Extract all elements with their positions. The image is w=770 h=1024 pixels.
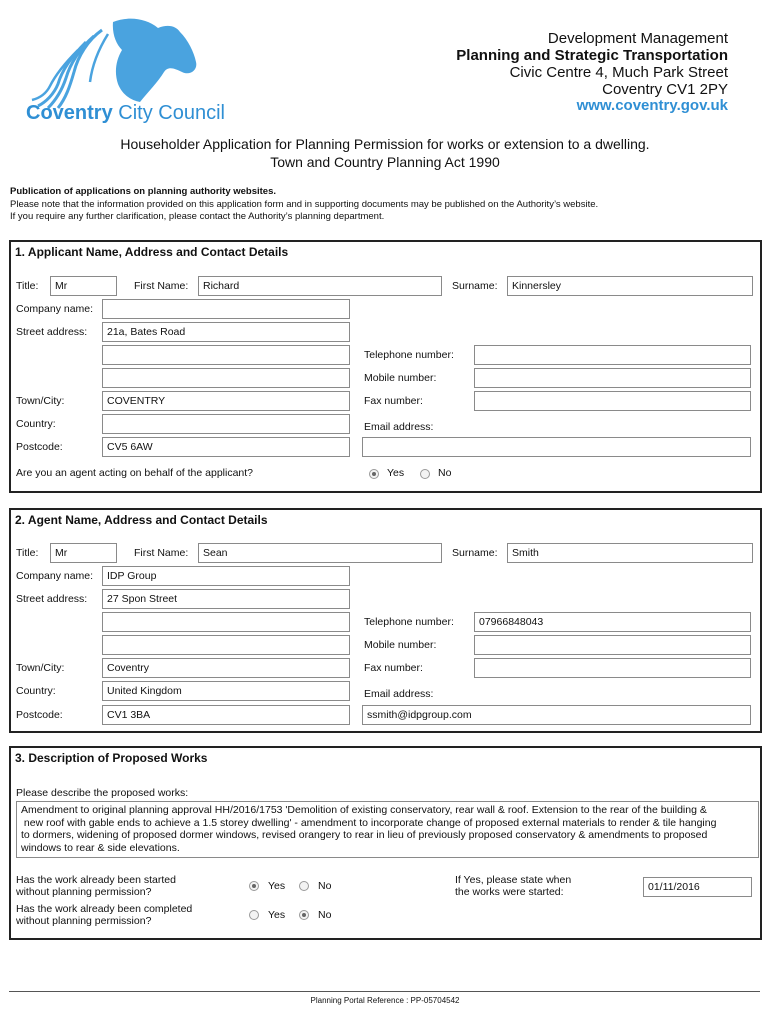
agent-first-name-label: First Name: (134, 547, 189, 559)
completed-no-label: No (318, 909, 332, 921)
agent-street-field-1[interactable]: 27 Spon Street (102, 589, 350, 609)
applicant-postcode-field[interactable]: CV5 6AW (102, 437, 350, 457)
started-yes-label: Yes (268, 880, 286, 892)
agent-no-radio[interactable] (420, 469, 430, 479)
header-website-link[interactable]: www.coventry.gov.uk (576, 97, 728, 114)
applicant-fax-field[interactable] (474, 391, 751, 411)
applicant-street-field-3[interactable] (102, 368, 350, 388)
header-division: Planning and Strategic Transportation (456, 47, 728, 64)
completed-yes-label: Yes (268, 909, 286, 921)
agent-surname-field[interactable]: Smith (507, 543, 753, 563)
applicant-street-field-2[interactable] (102, 345, 350, 365)
agent-town-field[interactable]: Coventry (102, 658, 350, 678)
logo-word-city-council: City Council (118, 102, 225, 124)
applicant-first-name-label: First Name: (134, 280, 189, 292)
agent-email-label: Email address: (364, 688, 434, 700)
works-description-line: windows to rear & side elevations. (21, 841, 180, 854)
agent-fax-label: Fax number: (364, 662, 423, 674)
works-prompt: Please describe the proposed works: (16, 787, 189, 799)
started-no-label: No (318, 880, 332, 892)
started-question-line1: Has the work already been started (16, 874, 176, 886)
applicant-country-label: Country: (16, 418, 56, 430)
completed-question-line1: Has the work already been completed (16, 903, 193, 915)
applicant-street-label: Street address: (16, 326, 88, 338)
date-started-label-line2: the works were started: (455, 886, 564, 898)
footer-reference: Planning Portal Reference : PP-05704542 (310, 996, 460, 1005)
agent-street-label: Street address: (16, 593, 88, 605)
agent-surname-label: Surname: (452, 547, 498, 559)
agent-postcode-field[interactable]: CV1 3BA (102, 705, 350, 725)
applicant-town-label: Town/City: (16, 395, 65, 407)
applicant-surname-field[interactable]: Kinnersley (507, 276, 753, 296)
applicant-street-field-1[interactable]: 21a, Bates Road (102, 322, 350, 342)
section1-heading: 1. Applicant Name, Address and Contact Details (15, 245, 289, 259)
applicant-title-label: Title: (16, 280, 39, 292)
agent-postcode-label: Postcode: (16, 709, 63, 721)
agent-country-field[interactable]: United Kingdom (102, 681, 350, 701)
applicant-email-label: Email address: (364, 421, 434, 433)
logo-word-coventry: Coventry (26, 102, 113, 124)
agent-yes-label: Yes (387, 467, 405, 479)
agent-question-label: Are you an agent acting on behalf of the applicant? (16, 467, 254, 479)
agent-title-label: Title: (16, 547, 39, 559)
applicant-country-field[interactable] (102, 414, 350, 434)
applicant-mobile-field[interactable] (474, 368, 751, 388)
agent-town-label: Town/City: (16, 662, 65, 674)
applicant-telephone-label: Telephone number: (364, 349, 454, 361)
header-dept: Development Management (547, 30, 728, 47)
applicant-company-field[interactable] (102, 299, 350, 319)
agent-first-name-field[interactable]: Sean (198, 543, 442, 563)
completed-no-radio[interactable] (299, 910, 309, 920)
agent-mobile-field[interactable] (474, 635, 751, 655)
notice-line1: Please note that the information provided on this application form and in supporting documents may be published on the Authority’s website. (10, 199, 599, 210)
applicant-title-field[interactable]: Mr (50, 276, 117, 296)
header-address-line1: Civic Centre 4, Much Park Street (509, 64, 728, 81)
council-logo (18, 10, 233, 130)
completed-question-line2: without planning permission? (16, 915, 152, 927)
works-description-line: new roof with gable ends to achieve a 1.5 storey dwelling' - amendment to incorporate change of proposed external materials to render & tile hanging (21, 816, 717, 829)
section2-heading: 2. Agent Name, Address and Contact Details (15, 513, 268, 527)
applicant-postcode-label: Postcode: (16, 441, 63, 453)
form-title-line2: Town and Country Planning Act 1990 (270, 154, 500, 170)
agent-yes-radio[interactable] (369, 469, 379, 479)
agent-title-field[interactable]: Mr (50, 543, 117, 563)
applicant-mobile-label: Mobile number: (364, 372, 437, 384)
applicant-fax-label: Fax number: (364, 395, 423, 407)
works-description-line: Amendment to original planning approval HH/2016/1753 'Demolition of existing conservatory, rear wall & roof. Extension to the rear of the building & (21, 804, 707, 816)
agent-telephone-field[interactable]: 07966848043 (474, 612, 751, 632)
works-description-textarea[interactable] (16, 801, 759, 858)
applicant-town-field[interactable]: COVENTRY (102, 391, 350, 411)
agent-no-label: No (438, 467, 452, 479)
started-question-line2: without planning permission? (16, 886, 152, 898)
notice-line2: If you require any further clarification, please contact the Authority’s planning department. (10, 211, 385, 222)
notice-heading: Publication of applications on planning authority websites. (10, 186, 277, 197)
section3-heading: 3. Description of Proposed Works (15, 751, 208, 765)
agent-email-field[interactable]: ssmith@idpgroup.com (362, 705, 751, 725)
agent-company-label: Company name: (16, 570, 94, 582)
applicant-email-field[interactable] (362, 437, 751, 457)
header-address-line2: Coventry CV1 2PY (602, 81, 728, 98)
form-title-line1: Householder Application for Planning Permission for works or extension to a dwelling. (120, 136, 650, 152)
agent-street-field-2[interactable] (102, 612, 350, 632)
date-started-label-line1: If Yes, please state when (455, 874, 572, 886)
started-no-radio[interactable] (299, 881, 309, 891)
applicant-surname-label: Surname: (452, 280, 498, 292)
agent-fax-field[interactable] (474, 658, 751, 678)
agent-mobile-label: Mobile number: (364, 639, 437, 651)
applicant-company-label: Company name: (16, 303, 94, 315)
date-started-field[interactable]: 01/11/2016 (643, 877, 752, 897)
applicant-telephone-field[interactable] (474, 345, 751, 365)
works-description-line: to dormers, widening of proposed dormer windows, revised orangery to rear in lieu of previously proposed conservatory & amendments to proposed (21, 829, 708, 841)
started-yes-radio[interactable] (249, 881, 259, 891)
agent-country-label: Country: (16, 685, 56, 697)
completed-yes-radio[interactable] (249, 910, 259, 920)
logo-text (26, 102, 225, 125)
footer-divider (9, 991, 760, 992)
agent-street-field-3[interactable] (102, 635, 350, 655)
agent-telephone-label: Telephone number: (364, 616, 454, 628)
applicant-first-name-field[interactable]: Richard (198, 276, 442, 296)
agent-company-field[interactable]: IDP Group (102, 566, 350, 586)
